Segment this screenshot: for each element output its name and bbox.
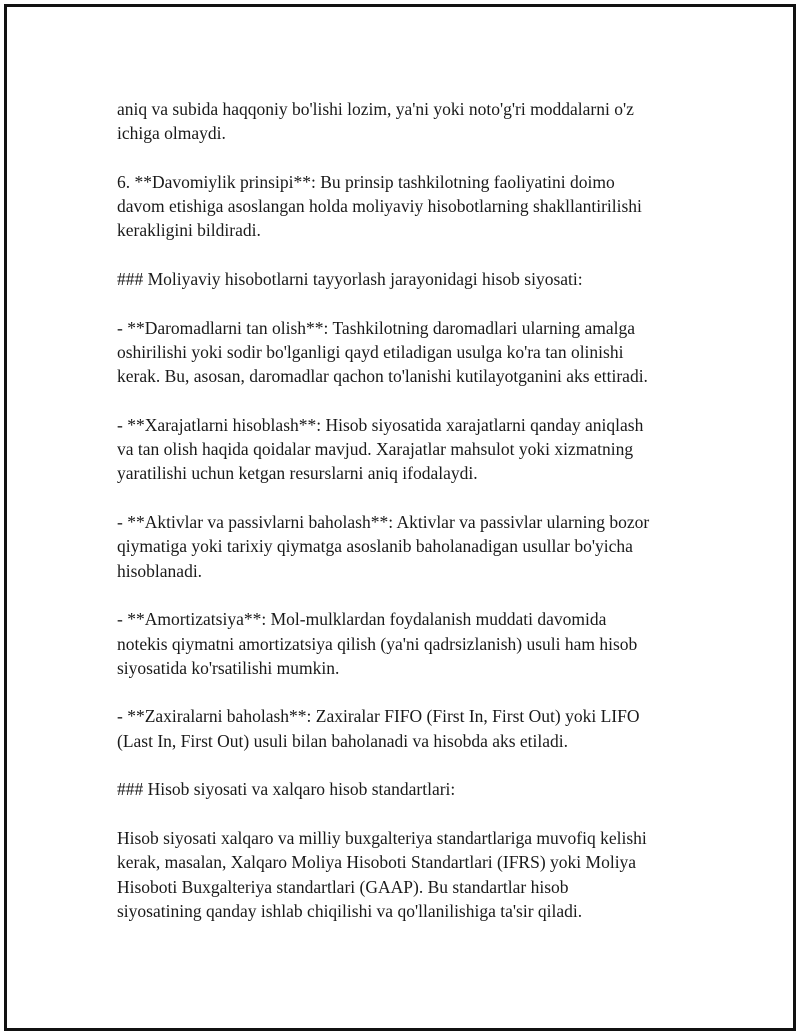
text-line: kerak. Bu, asosan, daromadlar qachon to'lanishi kutilayotganini aks ettiradi. [117,366,648,387]
text-line: kerak, masalan, Xalqaro Moliya Hisoboti Standartlari (IFRS) yoki Moliya [117,852,637,873]
text-line: notekis qiymatni amortizatsiya qilish (ya'ni qadrsizlanish) usuli ham hisob [117,633,638,654]
paragraph-intro-continuation [117,97,692,146]
list-item-aktivlar [117,510,692,583]
text-line: 6. **Davomiylik prinsipi**: Bu prinsip tashkilotning faoliyatini doimo [117,171,615,192]
text-line: - **Aktivlar va passivlarni baholash**: Aktivlar va passivlar ularning bozor [117,512,650,533]
list-item-amortizatsiya [117,607,692,680]
section-heading-hisob-siyosati [117,267,692,291]
text-line: hisoblanadi. [117,560,203,581]
section-heading-xalqaro-standartlar [117,777,692,801]
text-line: ### Moliyaviy hisobotlarni tayyorlash jarayonidagi hisob siyosati: [117,269,583,290]
list-item-xarajatlar [117,413,692,486]
text-line: va tan olish haqida qoidalar mavjud. Xarajatlar mahsulot yoki xizmatning [117,439,634,460]
text-line: yaratilishi uchun ketgan resurslarni aniq ifodalaydi. [117,463,478,484]
text-line: aniq va subida haqqoniy bo'lishi lozim, ya'ni yoki noto'g'ri moddalarni o'z [117,99,634,119]
text-line: kerakligini bildiradi. [117,220,261,241]
text-line: - **Xarajatlarni hisoblash**: Hisob siyosatida xarajatlarni qanday aniqlash [117,414,644,435]
text-line: - **Daromadlarni tan olish**: Tashkilotning daromadlari ularning amalga [117,317,635,338]
text-line: siyosatida ko'rsatilishi mumkin. [117,657,340,678]
document-body [117,97,692,947]
text-line: siyosatining qanday ishlab chiqilishi va qo'llanilishiga ta'sir qiladi. [117,900,583,921]
text-line: ### Hisob siyosati va xalqaro hisob standartlari: [117,779,456,800]
paragraph-standartlar [117,826,692,923]
list-item-daromadlar [117,316,692,389]
text-line: - **Zaxiralarni baholash**: Zaxiralar FIFO (First In, First Out) yoki LIFO [117,706,640,727]
text-line: davom etishiga asoslangan holda moliyaviy hisobotlarning shakllantirilishi [117,196,642,217]
text-line: oshirilishi yoki sodir bo'lganligi qayd etiladigan usulga ko'ra tan olinishi [117,341,624,362]
text-line: - **Amortizatsiya**: Mol-mulklardan foydalanish muddati davomida [117,609,607,630]
text-line: Hisob siyosati xalqaro va milliy buxgalteriya standartlariga muvofiq kelishi [117,827,647,848]
paragraph-davomiylik-prinsipi [117,170,692,243]
text-line: ichiga olmaydi. [117,123,226,144]
text-line: qiymatiga yoki tarixiy qiymatga asoslanib baholanadigan usullar bo'yicha [117,536,633,557]
text-line: (Last In, First Out) usuli bilan baholanadi va hisobda aks etiladi. [117,730,569,751]
list-item-zaxiralar [117,704,692,753]
text-line: Hisoboti Buxgalteriya standartlari (GAAP). Bu standartlar hisob [117,876,569,897]
